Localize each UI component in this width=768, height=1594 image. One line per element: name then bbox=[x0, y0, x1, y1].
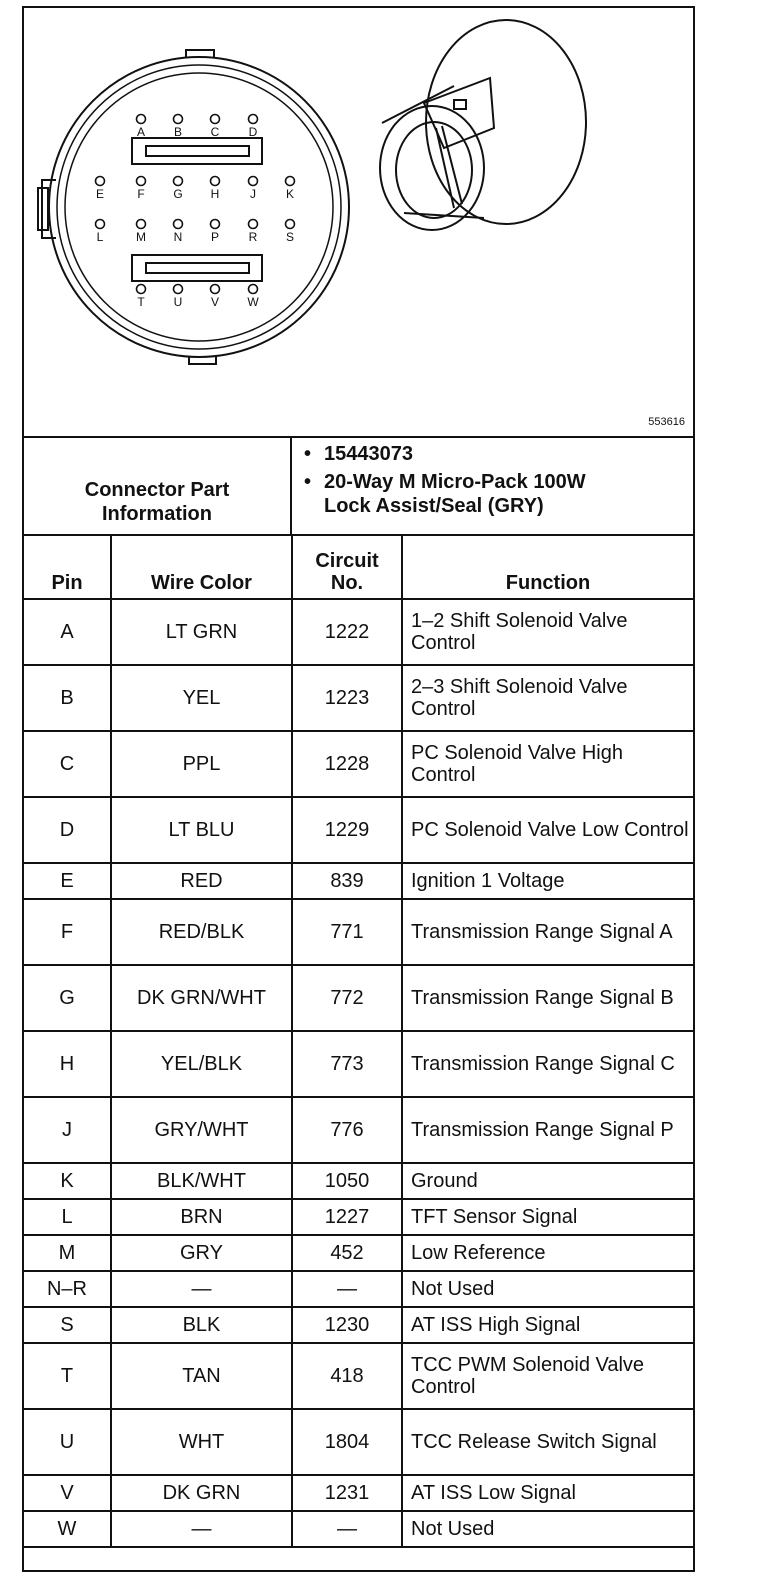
circuit-cell: 773 bbox=[292, 1031, 402, 1097]
function-cell: 1–2 Shift Solenoid Valve Control bbox=[402, 599, 693, 665]
wire-color-cell: LT GRN bbox=[111, 599, 292, 665]
circuit-cell: 776 bbox=[292, 1097, 402, 1163]
function-cell: AT ISS Low Signal bbox=[402, 1475, 693, 1511]
pin-hole bbox=[249, 115, 258, 124]
function-cell: AT ISS High Signal bbox=[402, 1307, 693, 1343]
pin-layer bbox=[96, 115, 295, 310]
pin-label: A bbox=[136, 125, 146, 139]
pin-hole bbox=[211, 285, 220, 294]
pin-cell: N–R bbox=[24, 1271, 111, 1307]
wire-color-cell: GRY/WHT bbox=[111, 1097, 292, 1163]
pin-hole bbox=[174, 285, 183, 294]
part-description bbox=[302, 470, 693, 518]
function-cell: Ground bbox=[402, 1163, 693, 1199]
function-cell: Transmission Range Signal P bbox=[402, 1097, 693, 1163]
function-cell: Low Reference bbox=[402, 1235, 693, 1271]
pin-label: H bbox=[210, 187, 220, 201]
part-description-text: 20-Way M Micro-Pack 100W Lock Assist/Seal (GRY) bbox=[324, 471, 586, 517]
table-row bbox=[24, 1511, 693, 1547]
circuit-cell: 772 bbox=[292, 965, 402, 1031]
pin-label: E bbox=[95, 187, 105, 201]
function-cell: TFT Sensor Signal bbox=[402, 1199, 693, 1235]
pin-label: K bbox=[285, 187, 295, 201]
table-row bbox=[24, 1343, 693, 1409]
connector-figure bbox=[24, 8, 693, 438]
header-pin: Pin bbox=[24, 536, 111, 599]
table-row bbox=[24, 1199, 693, 1235]
wire-color-cell: WHT bbox=[111, 1409, 292, 1475]
circuit-cell: 1050 bbox=[292, 1163, 402, 1199]
table-row bbox=[24, 599, 693, 665]
lower-slot bbox=[132, 255, 262, 281]
pin-label: F bbox=[137, 187, 145, 201]
circuit-cell: — bbox=[292, 1511, 402, 1547]
function-cell: Ignition 1 Voltage bbox=[402, 863, 693, 899]
table-row bbox=[24, 797, 693, 863]
pin-label: V bbox=[210, 295, 220, 309]
header-circuit bbox=[292, 536, 402, 599]
pin-cell: H bbox=[24, 1031, 111, 1097]
upper-slot bbox=[132, 138, 262, 164]
wire-color-cell: — bbox=[111, 1271, 292, 1307]
table-body bbox=[24, 599, 693, 1547]
pin-label: U bbox=[173, 295, 183, 309]
pin-label: T bbox=[137, 295, 145, 309]
pin-hole bbox=[137, 220, 146, 229]
function-cell: TCC Release Switch Signal bbox=[402, 1409, 693, 1475]
pin-label: B bbox=[173, 125, 183, 139]
figure-id: 553616 bbox=[648, 416, 685, 428]
pin-hole bbox=[137, 177, 146, 186]
header-circuit-text: Circuit No. bbox=[315, 550, 379, 594]
wire-color-cell: BLK/WHT bbox=[111, 1163, 292, 1199]
table-row bbox=[24, 1307, 693, 1343]
pin-hole bbox=[249, 220, 258, 229]
circuit-cell: 771 bbox=[292, 899, 402, 965]
pin-cell: D bbox=[24, 797, 111, 863]
pin-label: N bbox=[173, 230, 183, 244]
function-cell: Not Used bbox=[402, 1511, 693, 1547]
table-header-row bbox=[24, 536, 693, 599]
table-row bbox=[24, 1475, 693, 1511]
table-row bbox=[24, 731, 693, 797]
table-row bbox=[24, 1097, 693, 1163]
wire-color-cell: LT BLU bbox=[111, 797, 292, 863]
wire-color-cell: RED bbox=[111, 863, 292, 899]
circuit-cell: 1804 bbox=[292, 1409, 402, 1475]
pin-cell: C bbox=[24, 731, 111, 797]
pin-cell: E bbox=[24, 863, 111, 899]
pin-cell: B bbox=[24, 665, 111, 731]
pin-cell: T bbox=[24, 1343, 111, 1409]
pin-label: R bbox=[248, 230, 258, 244]
wire-color-cell: PPL bbox=[111, 731, 292, 797]
pin-label: G bbox=[173, 187, 183, 201]
wire-color-cell: TAN bbox=[111, 1343, 292, 1409]
pin-hole bbox=[174, 177, 183, 186]
wire-color-cell: DK GRN/WHT bbox=[111, 965, 292, 1031]
function-cell: PC Solenoid Valve Low Control bbox=[402, 797, 693, 863]
wire-color-cell: RED/BLK bbox=[111, 899, 292, 965]
connector-part-label bbox=[24, 436, 292, 534]
table-row bbox=[24, 665, 693, 731]
circuit-cell: 1228 bbox=[292, 731, 402, 797]
circuit-cell: 452 bbox=[292, 1235, 402, 1271]
pin-hole bbox=[211, 115, 220, 124]
pin-cell: J bbox=[24, 1097, 111, 1163]
table-row bbox=[24, 965, 693, 1031]
pin-hole bbox=[211, 177, 220, 186]
circuit-cell: 1230 bbox=[292, 1307, 402, 1343]
part-number bbox=[302, 442, 693, 466]
pin-label: M bbox=[136, 230, 146, 244]
table-row bbox=[24, 1031, 693, 1097]
pin-label: W bbox=[247, 295, 259, 309]
header-function: Function bbox=[402, 536, 693, 599]
header-wire-color: Wire Color bbox=[111, 536, 292, 599]
pin-label: L bbox=[96, 230, 104, 244]
pin-label: D bbox=[248, 125, 258, 139]
pin-hole bbox=[96, 220, 105, 229]
pin-label: S bbox=[285, 230, 295, 244]
wire-color-cell: YEL bbox=[111, 665, 292, 731]
pin-label: C bbox=[210, 125, 220, 139]
circuit-cell: 1227 bbox=[292, 1199, 402, 1235]
pin-cell: V bbox=[24, 1475, 111, 1511]
pin-hole bbox=[137, 285, 146, 294]
pin-hole bbox=[211, 220, 220, 229]
wire-color-cell: YEL/BLK bbox=[111, 1031, 292, 1097]
connector-part-info bbox=[24, 436, 693, 536]
connector-document bbox=[22, 6, 695, 1572]
pin-hole bbox=[286, 177, 295, 186]
pin-cell: U bbox=[24, 1409, 111, 1475]
pin-cell: A bbox=[24, 599, 111, 665]
circuit-cell: 1222 bbox=[292, 599, 402, 665]
table-row bbox=[24, 899, 693, 965]
circuit-cell: 418 bbox=[292, 1343, 402, 1409]
pin-cell: L bbox=[24, 1199, 111, 1235]
circuit-cell: 839 bbox=[292, 863, 402, 899]
function-cell: PC Solenoid Valve High Control bbox=[402, 731, 693, 797]
connector-side-view bbox=[380, 20, 586, 230]
circuit-cell: 1231 bbox=[292, 1475, 402, 1511]
wire-color-cell: — bbox=[111, 1511, 292, 1547]
table-row bbox=[24, 1409, 693, 1475]
function-cell: 2–3 Shift Solenoid Valve Control bbox=[402, 665, 693, 731]
function-cell: Transmission Range Signal B bbox=[402, 965, 693, 1031]
pin-hole bbox=[249, 285, 258, 294]
connector-illustration bbox=[24, 8, 693, 436]
pinout-table bbox=[24, 536, 693, 1548]
table-row bbox=[24, 1235, 693, 1271]
pin-label: J bbox=[250, 187, 256, 201]
pin-hole bbox=[96, 177, 105, 186]
wire-color-cell: GRY bbox=[111, 1235, 292, 1271]
connector-part-label-text: Connector Part Information bbox=[84, 479, 230, 525]
part-number-text: 15443073 bbox=[324, 443, 413, 465]
wire-color-cell: BRN bbox=[111, 1199, 292, 1235]
wire-color-cell: DK GRN bbox=[111, 1475, 292, 1511]
pin-cell: K bbox=[24, 1163, 111, 1199]
wire-color-cell: BLK bbox=[111, 1307, 292, 1343]
function-cell: Not Used bbox=[402, 1271, 693, 1307]
table-row bbox=[24, 1271, 693, 1307]
pin-hole bbox=[249, 177, 258, 186]
pin-label: P bbox=[210, 230, 220, 244]
table-row bbox=[24, 1163, 693, 1199]
pin-hole bbox=[286, 220, 295, 229]
connector-outer-ring bbox=[49, 57, 349, 357]
circuit-cell: 1229 bbox=[292, 797, 402, 863]
circuit-cell: 1223 bbox=[292, 665, 402, 731]
pin-hole bbox=[174, 115, 183, 124]
function-cell: Transmission Range Signal A bbox=[402, 899, 693, 965]
table-row bbox=[24, 863, 693, 899]
pin-hole bbox=[174, 220, 183, 229]
connector-part-list bbox=[292, 436, 693, 534]
pin-cell: W bbox=[24, 1511, 111, 1547]
pin-cell: G bbox=[24, 965, 111, 1031]
function-cell: Transmission Range Signal C bbox=[402, 1031, 693, 1097]
pin-cell: F bbox=[24, 899, 111, 965]
pin-hole bbox=[137, 115, 146, 124]
pin-cell: M bbox=[24, 1235, 111, 1271]
circuit-cell: — bbox=[292, 1271, 402, 1307]
function-cell: TCC PWM Solenoid Valve Control bbox=[402, 1343, 693, 1409]
pin-cell: S bbox=[24, 1307, 111, 1343]
